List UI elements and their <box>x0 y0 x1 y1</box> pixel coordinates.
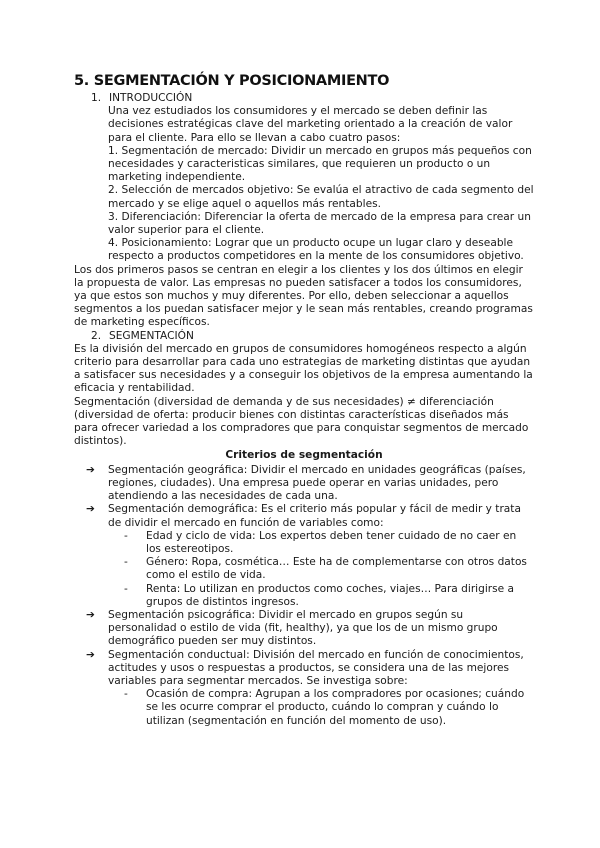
arrow-bullet-icon: ➔ <box>86 463 95 476</box>
criteria-text: Segmentación demográfica: Es el criterio más popular y fácil de medir y trata de dividir el mercado en función de variables como: <box>108 503 521 529</box>
arrow-bullet-icon: ➔ <box>86 648 95 661</box>
sub-item-purchase-occasion <box>124 688 534 728</box>
dash-bullet-icon: - <box>124 688 128 701</box>
criteria-text: Segmentación geográfica: Dividir el mercado en unidades geográficas (países, regiones, ciudades). Una empresa puede operar en varias unidades, pero atendiendo a las necesidades de cada una. <box>108 463 526 503</box>
criteria-item-geographic <box>86 464 534 504</box>
criteria-text: Segmentación psicográfica: Dividir el mercado en grupos según su personalidad o estilo de vida (fit, healthy), ya que los de un mismo grupo demográfico pueden ser muy distintos. <box>108 608 498 648</box>
intro-step-2: 2. Selección de mercados objetivo: Se evalúa el atractivo de cada segmento del mercado y se elige aquel o aquellos más rentables. <box>108 184 534 210</box>
intro-title: INTRODUCCIÓN <box>109 92 193 104</box>
sub-item-text: Ocasión de compra: Agrupan a los compradores por ocasiones; cuándo se les ocurre comprar el producto, cuándo lo compran y cuándo lo utilizan (segmentación en función del momento de uso). <box>146 688 525 727</box>
sub-item-text: Género: Ropa, cosmética… Este ha de complementarse con otros datos como el estilo de vida. <box>146 556 527 582</box>
sub-item-age <box>124 530 534 556</box>
segmentation-title: SEGMENTACIÓN <box>109 329 194 342</box>
segmentation-number: 2. <box>91 329 102 342</box>
sub-item-text: Edad y ciclo de vida: Los expertos deben tener cuidado de no caer en los estereotipos. <box>146 529 517 555</box>
sub-item-gender <box>124 556 534 582</box>
criteria-item-demographic <box>86 503 534 609</box>
chapter-heading: 5. SEGMENTACIÓN Y POSICIONAMIENTO <box>74 73 390 89</box>
segmentation-definition: Es la división del mercado en grupos de consumidores homogéneos respecto a algún criterio para desarrollar para cada uno estrategias de marketing distintas que ayudan a satisfacer sus necesidades y a conseguir los objetivos de la empresa aumentando la eficacia y rentabilidad. <box>74 342 533 395</box>
criteria-item-behavioral <box>86 649 534 728</box>
intro-after-paragraph: Los dos primeros pasos se centran en elegir a los clientes y los dos últimos en elegir la propuesta de valor. Las empresas no pueden satisfacer a todos los consumidores, ya que estos son muchos y muy diferentes. Por ello, deben seleccionar a aquellos segmentos a los puedan satisfacer mejor y le sean más rentables, creando programas de marketing específicos. <box>74 263 533 329</box>
criteria-text: Segmentación conductual: División del mercado en función de conocimientos, actitudes y usos o respuestas a productos, se considera una de las mejores variables para segmentar mercados. Se investiga sobre: <box>108 648 524 687</box>
arrow-bullet-icon: ➔ <box>86 608 95 621</box>
criteria-title: Criterios de segmentación <box>225 449 383 462</box>
arrow-bullet-icon: ➔ <box>86 503 95 516</box>
intro-number: 1. <box>91 92 102 104</box>
intro-step-3: 3. Diferenciación: Diferenciar la oferta de mercado de la empresa para crear un valor superior para el cliente. <box>108 210 531 237</box>
criteria-list <box>74 464 534 728</box>
sub-item-income <box>124 583 534 609</box>
dash-bullet-icon: - <box>124 529 128 542</box>
intro-step-1: 1. Segmentación de mercado: Dividir un mercado en grupos más pequeños con necesidades y caracteristicas similares, que requieren un producto o un marketing independiente. <box>108 144 532 184</box>
sub-item-text: Renta: Lo utilizan en productos como coches, viajes… Para dirigirse a grupos de distintos ingresos. <box>146 582 515 608</box>
dash-bullet-icon: - <box>124 556 128 569</box>
segmentation-section-heading <box>91 330 534 343</box>
intro-section-heading <box>91 92 534 105</box>
dash-bullet-icon: - <box>124 582 128 595</box>
demographic-sub-list <box>108 530 534 609</box>
intro-lead: Una vez estudiados los consumidores y el mercado se deben definir las decisiones estratégicas clave del marketing orientado a la creación de valor para el cliente. Para ello se llevan a cabo cuatro pasos: <box>108 105 513 144</box>
intro-step-4: 4. Posicionamiento: Lograr que un producto ocupe un lugar claro y deseable respecto a productos competidores en la mente de los consumidores objetivo. <box>108 237 524 263</box>
behavioral-sub-list <box>108 688 534 728</box>
criteria-item-psychographic <box>86 609 534 649</box>
segmentation-vs-differentiation: Segmentación (diversidad de demanda y de sus necesidades) ≠ diferenciación (diversidad de oferta: producir bienes con distintas características diseñados más para ofrecer variedad a los compradores que para conquistar segmentos de mercado distintos). <box>74 395 529 448</box>
